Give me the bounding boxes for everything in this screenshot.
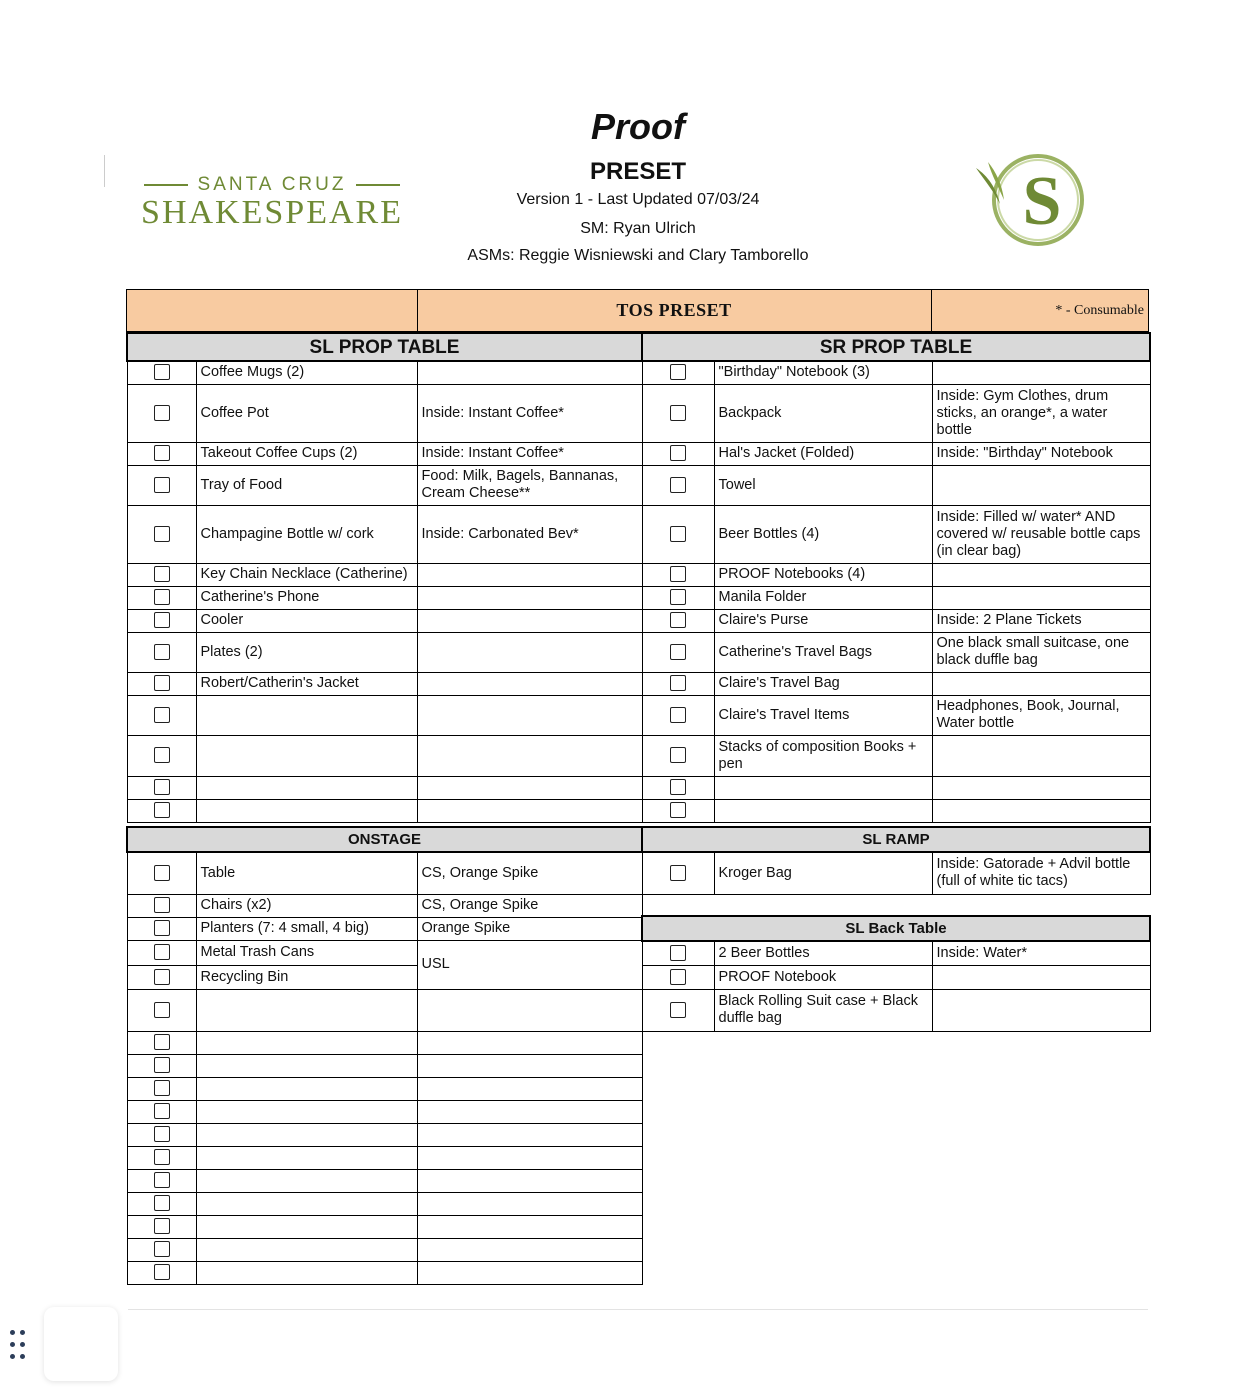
item-name: Robert/Catherin's Jacket (196, 672, 417, 695)
table-row (127, 1123, 642, 1146)
item-note: One black small suitcase, one black duffle bag (932, 632, 1150, 672)
drag-handle-icon[interactable] (8, 1328, 30, 1362)
table-row (127, 1077, 642, 1100)
checkbox[interactable] (154, 1057, 170, 1073)
checkbox-cell (127, 609, 196, 632)
item-note (417, 1192, 642, 1215)
table-row (642, 361, 1150, 384)
item-name: Hal's Jacket (Folded) (714, 442, 932, 465)
item-note: Inside: Gym Clothes, drum sticks, an orange*, a water bottle (932, 384, 1150, 442)
table-row (127, 776, 642, 799)
checkbox[interactable] (154, 1149, 170, 1165)
checkbox[interactable] (670, 405, 686, 421)
table-row (642, 384, 1150, 442)
item-note (417, 695, 642, 735)
checkbox[interactable] (670, 644, 686, 660)
checkbox-cell (127, 586, 196, 609)
document-subtitle: PRESET (589, 158, 687, 185)
checkbox-cell (642, 735, 714, 776)
item-note: Inside: Filled w/ water* AND covered w/ reusable bottle caps (in clear bag) (932, 505, 1150, 563)
sl-prop-table (126, 332, 643, 823)
checkbox[interactable] (670, 612, 686, 628)
item-name: Catherine's Travel Bags (714, 632, 932, 672)
checkbox[interactable] (154, 1218, 170, 1234)
table-row (127, 735, 642, 776)
item-name: Manila Folder (714, 586, 932, 609)
checkbox[interactable] (154, 920, 170, 936)
table-row (642, 609, 1150, 632)
checkbox-cell (127, 1146, 196, 1169)
item-name: Claire's Travel Items (714, 695, 932, 735)
table-row (642, 965, 1150, 989)
checkbox-cell (127, 799, 196, 822)
table-row (642, 442, 1150, 465)
checkbox[interactable] (154, 644, 170, 660)
item-note (417, 632, 642, 672)
item-name (196, 1123, 417, 1146)
table-row (642, 632, 1150, 672)
item-note: Orange Spike (417, 917, 642, 940)
item-note (417, 1077, 642, 1100)
item-note (417, 1261, 642, 1284)
item-name: Cooler (196, 609, 417, 632)
item-note: Inside: Carbonated Bev* (417, 505, 642, 563)
table-row (127, 1100, 642, 1123)
checkbox[interactable] (670, 675, 686, 691)
checkbox-cell (127, 1077, 196, 1100)
stage-manager: SM: Ryan Ulrich (580, 220, 696, 237)
table-row (642, 799, 1150, 822)
checkbox[interactable] (154, 675, 170, 691)
table-row (642, 505, 1150, 563)
checkbox-cell (642, 609, 714, 632)
item-note: USL (417, 940, 642, 989)
logo-top-text: SANTA CRUZ (197, 174, 347, 195)
checkbox-cell (127, 1192, 196, 1215)
checkbox-cell (642, 799, 714, 822)
table-row (127, 672, 642, 695)
item-name: Catherine's Phone (196, 586, 417, 609)
item-note (932, 776, 1150, 799)
checkbox[interactable] (154, 779, 170, 795)
checkbox[interactable] (154, 1241, 170, 1257)
item-name: Key Chain Necklace (Catherine) (196, 563, 417, 586)
table-row (642, 852, 1150, 894)
item-name: Towel (714, 465, 932, 505)
item-name: Metal Trash Cans (196, 940, 417, 965)
checkbox-cell (642, 852, 714, 894)
checkbox[interactable] (670, 969, 686, 985)
checkbox-cell (127, 465, 196, 505)
santa-cruz-shakespeare-logo (132, 174, 412, 238)
item-note (932, 465, 1150, 505)
checkbox[interactable] (670, 566, 686, 582)
table-row (642, 735, 1150, 776)
item-note: Inside: "Birthday" Notebook (932, 442, 1150, 465)
item-note (932, 799, 1150, 822)
table-row (127, 465, 642, 505)
document-title: Proof (591, 106, 685, 147)
sr-prop-table-title: SR PROP TABLE (642, 333, 1150, 361)
checkbox-cell (642, 442, 714, 465)
item-name: PROOF Notebook (714, 965, 932, 989)
table-row (127, 894, 642, 917)
item-name: Takeout Coffee Cups (2) (196, 442, 417, 465)
item-name: Plates (2) (196, 632, 417, 672)
item-note (417, 989, 642, 1031)
checkbox[interactable] (670, 865, 686, 881)
table-row (642, 563, 1150, 586)
assistant-stage-managers: ASMs: Reggie Wisniewski and Clary Tamborello (467, 247, 809, 264)
item-name (196, 1100, 417, 1123)
item-name: Champagine Bottle w/ cork (196, 505, 417, 563)
table-row (642, 695, 1150, 735)
divider (104, 155, 105, 187)
item-note: Inside: Instant Coffee* (417, 442, 642, 465)
checkbox[interactable] (154, 566, 170, 582)
consumable-note: * - Consumable (1055, 302, 1144, 318)
checkbox-cell (127, 563, 196, 586)
svg-text:S: S (1022, 163, 1062, 240)
checkbox-cell (642, 505, 714, 563)
item-name (196, 799, 417, 822)
sl-prop-table-title: SL PROP TABLE (127, 333, 642, 361)
checkbox-cell (127, 1238, 196, 1261)
item-name (196, 989, 417, 1031)
checkbox[interactable] (670, 526, 686, 542)
item-note (932, 965, 1150, 989)
item-note (417, 586, 642, 609)
checkbox-cell (127, 695, 196, 735)
checkbox[interactable] (154, 802, 170, 818)
shakespeare-s-logo-icon (966, 146, 1100, 254)
checkbox[interactable] (154, 1264, 170, 1280)
item-name (196, 1077, 417, 1100)
checkbox[interactable] (154, 969, 170, 985)
item-note (932, 672, 1150, 695)
checkbox[interactable] (670, 707, 686, 723)
item-note (417, 1123, 642, 1146)
checkbox[interactable] (670, 364, 686, 380)
checkbox[interactable] (154, 865, 170, 881)
item-name (196, 695, 417, 735)
sl-back-table-title: SL Back Table (642, 916, 1150, 941)
table-row (127, 586, 642, 609)
item-note (417, 1238, 642, 1261)
item-note (417, 1146, 642, 1169)
checkbox[interactable] (154, 589, 170, 605)
table-row (642, 586, 1150, 609)
item-note (417, 361, 642, 384)
item-note: Inside: 2 Plane Tickets (932, 609, 1150, 632)
checkbox-cell (127, 632, 196, 672)
checkbox-cell (127, 989, 196, 1031)
item-name (714, 776, 932, 799)
item-note (932, 586, 1150, 609)
item-note (417, 735, 642, 776)
sl-back-table (641, 915, 1151, 1032)
checkbox-cell (127, 852, 196, 894)
checkbox[interactable] (154, 1080, 170, 1096)
checkbox-cell (642, 989, 714, 1031)
item-name: Stacks of composition Books + pen (714, 735, 932, 776)
page-bottom-rule (128, 1309, 1148, 1310)
checkbox[interactable] (154, 364, 170, 380)
item-name: PROOF Notebooks (4) (714, 563, 932, 586)
checkbox-cell (127, 1031, 196, 1054)
checkbox-cell (642, 586, 714, 609)
checkbox[interactable] (670, 445, 686, 461)
item-name: Planters (7: 4 small, 4 big) (196, 917, 417, 940)
item-name: Chairs (x2) (196, 894, 417, 917)
item-name (196, 1215, 417, 1238)
checkbox[interactable] (670, 802, 686, 818)
floating-widget-button[interactable] (44, 1307, 118, 1381)
item-note (417, 609, 642, 632)
item-note: Food: Milk, Bagels, Bannanas, Cream Cheese** (417, 465, 642, 505)
checkbox-cell (127, 442, 196, 465)
checkbox-cell (127, 1215, 196, 1238)
item-note: Inside: Gatorade + Advil bottle (full of white tic tacs) (932, 852, 1150, 894)
table-row (127, 361, 642, 384)
checkbox[interactable] (670, 1002, 686, 1018)
item-name: Recycling Bin (196, 965, 417, 989)
checkbox-cell (127, 1100, 196, 1123)
item-note (932, 989, 1150, 1031)
version-info: Version 1 - Last Updated 07/03/24 (516, 191, 760, 208)
checkbox-cell (127, 940, 196, 965)
item-note (417, 799, 642, 822)
checkbox[interactable] (154, 1126, 170, 1142)
checkbox-cell (642, 695, 714, 735)
item-name: Table (196, 852, 417, 894)
checkbox-cell (127, 1261, 196, 1284)
checkbox-cell (127, 735, 196, 776)
table-row (127, 1238, 642, 1261)
table-row (127, 1192, 642, 1215)
table-row (642, 672, 1150, 695)
item-name (714, 799, 932, 822)
table-row (127, 1146, 642, 1169)
item-name: Beer Bottles (4) (714, 505, 932, 563)
item-name: Black Rolling Suit case + Black duffle bag (714, 989, 932, 1031)
checkbox-cell (642, 941, 714, 965)
item-name: Claire's Travel Bag (714, 672, 932, 695)
checkbox-cell (127, 1169, 196, 1192)
table-row (642, 776, 1150, 799)
item-note (932, 361, 1150, 384)
item-note: Headphones, Book, Journal, Water bottle (932, 695, 1150, 735)
item-note (417, 563, 642, 586)
item-name: 2 Beer Bottles (714, 941, 932, 965)
checkbox[interactable] (154, 612, 170, 628)
item-note (417, 1100, 642, 1123)
sl-ramp-title: SL RAMP (642, 827, 1150, 852)
checkbox[interactable] (670, 747, 686, 763)
table-row (127, 1054, 642, 1077)
table-row (127, 695, 642, 735)
checkbox-cell (127, 1123, 196, 1146)
table-row (127, 852, 642, 894)
item-note (417, 1054, 642, 1077)
onstage-table (126, 826, 643, 1285)
checkbox[interactable] (670, 589, 686, 605)
checkbox-cell (642, 465, 714, 505)
table-row (127, 563, 642, 586)
item-note: CS, Orange Spike (417, 894, 642, 917)
checkbox[interactable] (154, 897, 170, 913)
table-row (642, 941, 1150, 965)
table-row (642, 465, 1150, 505)
item-note (417, 1031, 642, 1054)
onstage-title: ONSTAGE (127, 827, 642, 852)
checkbox-cell (642, 965, 714, 989)
sr-prop-table (641, 332, 1151, 823)
item-name: Tray of Food (196, 465, 417, 505)
item-name (196, 776, 417, 799)
tos-preset-header (126, 289, 1149, 332)
checkbox-cell (642, 384, 714, 442)
checkbox-cell (127, 965, 196, 989)
item-name (196, 1238, 417, 1261)
checkbox-cell (642, 672, 714, 695)
item-note (417, 776, 642, 799)
tos-preset-title: TOS PRESET (616, 300, 732, 320)
table-row (127, 940, 642, 965)
checkbox-cell (127, 361, 196, 384)
item-note (932, 735, 1150, 776)
item-note: Inside: Water* (932, 941, 1150, 965)
checkbox[interactable] (670, 477, 686, 493)
item-name (196, 1169, 417, 1192)
item-name: Coffee Pot (196, 384, 417, 442)
table-row (127, 917, 642, 940)
item-name (196, 1146, 417, 1169)
table-row (127, 384, 642, 442)
item-note (417, 1215, 642, 1238)
checkbox[interactable] (154, 405, 170, 421)
table-row (127, 1215, 642, 1238)
checkbox-cell (642, 361, 714, 384)
checkbox-cell (127, 894, 196, 917)
item-name: Coffee Mugs (2) (196, 361, 417, 384)
item-name: Kroger Bag (714, 852, 932, 894)
item-note: Inside: Instant Coffee* (417, 384, 642, 442)
checkbox-cell (127, 1054, 196, 1077)
checkbox[interactable] (154, 526, 170, 542)
item-note (417, 1169, 642, 1192)
checkbox-cell (127, 672, 196, 695)
table-row (127, 1031, 642, 1054)
item-note (417, 672, 642, 695)
item-name (196, 735, 417, 776)
checkbox[interactable] (154, 445, 170, 461)
checkbox-cell (127, 917, 196, 940)
checkbox[interactable] (154, 477, 170, 493)
table-row (127, 632, 642, 672)
item-name (196, 1261, 417, 1284)
item-name (196, 1031, 417, 1054)
table-row (127, 442, 642, 465)
item-note (932, 563, 1150, 586)
checkbox[interactable] (154, 1103, 170, 1119)
logo-bottom-text: SHAKESPEARE (141, 194, 403, 231)
checkbox-cell (642, 563, 714, 586)
checkbox[interactable] (670, 945, 686, 961)
table-row (127, 1169, 642, 1192)
checkbox-cell (127, 776, 196, 799)
checkbox[interactable] (154, 707, 170, 723)
checkbox[interactable] (154, 1195, 170, 1211)
checkbox[interactable] (154, 1002, 170, 1018)
item-name: "Birthday" Notebook (3) (714, 361, 932, 384)
table-row (127, 609, 642, 632)
item-name (196, 1192, 417, 1215)
item-note: CS, Orange Spike (417, 852, 642, 894)
table-row (127, 799, 642, 822)
checkbox[interactable] (154, 1034, 170, 1050)
item-name (196, 1054, 417, 1077)
sl-ramp-table (641, 826, 1151, 895)
table-row (127, 989, 642, 1031)
item-name: Backpack (714, 384, 932, 442)
table-row (642, 989, 1150, 1031)
table-row (127, 1261, 642, 1284)
checkbox[interactable] (670, 779, 686, 795)
checkbox-cell (127, 384, 196, 442)
checkbox-cell (642, 776, 714, 799)
table-row (127, 505, 642, 563)
checkbox[interactable] (154, 1172, 170, 1188)
item-name: Claire's Purse (714, 609, 932, 632)
checkbox-cell (642, 632, 714, 672)
checkbox[interactable] (154, 944, 170, 960)
checkbox-cell (127, 505, 196, 563)
checkbox[interactable] (154, 747, 170, 763)
